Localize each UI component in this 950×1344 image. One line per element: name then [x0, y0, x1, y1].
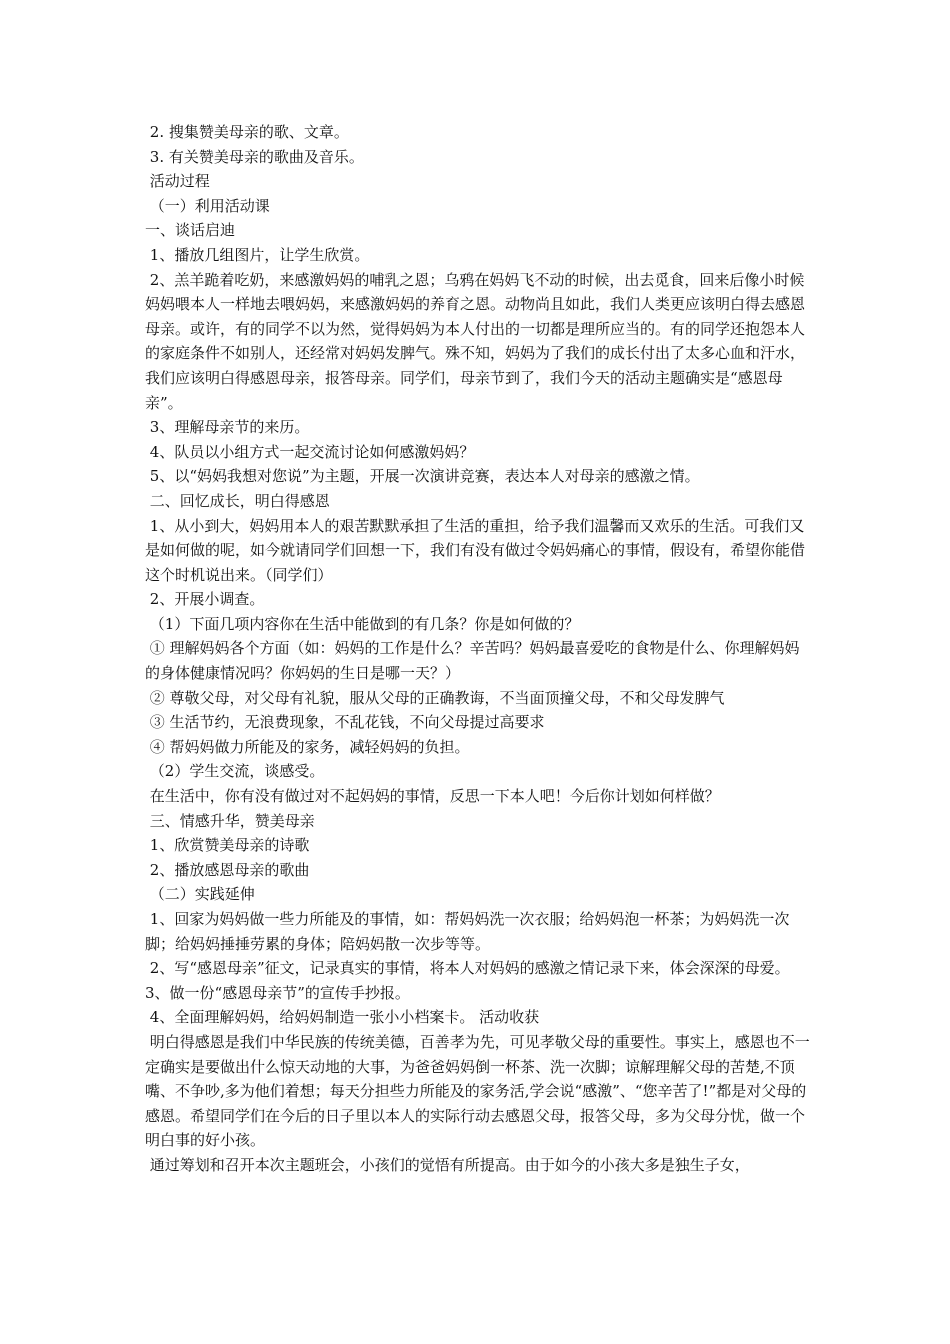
paragraph: 1、欣赏赞美母亲的诗歌	[145, 836, 310, 855]
section-heading: 活动过程	[145, 172, 210, 191]
paragraph: 3、做一份“感恩母亲节”的宣传手抄报。	[145, 983, 410, 1002]
paragraph: 通过筹划和召开本次主题班会，小孩们的觉悟有所提高。由于如今的小孩大多是独生子女，	[145, 1155, 750, 1174]
list-item: ③ 生活节约，无浪费现象，不乱花钱，不向父母提过高要求	[145, 713, 545, 732]
section-heading: （一）利用活动课	[145, 196, 270, 215]
paragraph: 2、羔羊跪着吃奶，来感激妈妈的哺乳之恩；乌鸦在妈妈飞不动的时候，出去觅食，回来后像小时候妈妈喂本人一样地去喂妈妈，来感激妈妈的养育之恩。动物尚且如此，我们人类更应该明白得去感恩母亲。或许，有的同学不以为然，觉得妈妈为本人付出的一切都是理所应当的。有的同学还抱怨本人的家庭条件不如别人，还经常对妈妈发脾气。殊不知，妈妈为了我们的成长付出了太多心血和汗水，我们应该明白得感恩母亲，报答母亲。同学们，母亲节到了，我们今天的活动主题确实是“感恩母亲”。	[145, 270, 806, 412]
paragraph: （1）下面几项内容你在生活中能做到的有几条？你是如何做的？	[145, 614, 580, 633]
section-heading: 二、回忆成长，明白得感恩	[145, 491, 330, 510]
paragraph: 2、播放感恩母亲的歌曲	[145, 860, 310, 879]
paragraph: 1、播放几组图片，让学生欣赏。	[145, 245, 370, 264]
section-heading: （二）实践延伸	[145, 885, 255, 904]
paragraph: 3. 有关赞美母亲的歌曲及音乐。	[145, 147, 364, 166]
paragraph: 2、写“感恩母亲”征文，记录真实的事情，将本人对妈妈的感激之情记录下来，体会深深的母爱。	[145, 959, 790, 978]
paragraph: 3、理解母亲节的来历。	[145, 418, 310, 437]
paragraph: 5、以“妈妈我想对您说”为主题，开展一次演讲竞赛，表达本人对母亲的感激之情。	[145, 467, 700, 486]
paragraph: 4、队员以小组方式一起交流讨论如何感激妈妈？	[145, 442, 475, 461]
section-heading: 三、情感升华，赞美母亲	[145, 811, 315, 830]
paragraph: 1、从小到大，妈妈用本人的艰苦默默承担了生活的重担，给予我们温馨而又欢乐的生活。可我们又是如何做的呢，如今就请同学们回想一下，我们有没有做过令妈妈痛心的事情，假设有，希望你能借这个时机说出来。（同学们）	[145, 516, 806, 584]
paragraph: 2、开展小调查。	[145, 590, 265, 609]
paragraph: 1、回家为妈妈做一些力所能及的事情，如：帮妈妈洗一次衣服；给妈妈泡一杯茶；为妈妈洗一次脚；给妈妈捶捶劳累的身体；陪妈妈散一次步等等。	[145, 910, 790, 953]
paragraph: 明白得感恩是我们中华民族的传统美德，百善孝为先，可见孝敬父母的重要性。事实上，感恩也不一定确实是要做出什么惊天动地的大事，为爸爸妈妈倒一杯茶、洗一次脚；谅解理解父母的苦楚,不顶嘴、不争吵,多为他们着想；每天分担些力所能及的家务活,学会说“感激”、“您辛苦了!”都是对父母的感恩。希望同学们在今后的日子里以本人的实际行动去感恩父母，报答父母，多为父母分忧，做一个明白事的好小孩。	[145, 1032, 810, 1150]
paragraph: 2. 搜集赞美母亲的歌、文章。	[145, 123, 349, 141]
list-item: ② 尊敬父母，对父母有礼貌，服从父母的正确教诲，不当面顶撞父母，不和父母发脾气	[145, 688, 725, 707]
paragraph: 在生活中，你有没有做过对不起妈妈的事情，反思一下本人吧！今后你计划如何样做？	[145, 787, 720, 806]
paragraph: （2）学生交流，谈感受。	[145, 762, 325, 781]
paragraph: 4、全面理解妈妈，给妈妈制造一张小小档案卡。 活动收获	[145, 1008, 540, 1027]
document-page	[0, 120, 950, 1178]
list-item: ① 理解妈妈各个方面（如：妈妈的工作是什么？辛苦吗？妈妈最喜爱吃的食物是什么、你理解妈妈的身体健康情况吗？你妈妈的生日是哪一天？）	[145, 639, 800, 683]
list-item: ④ 帮妈妈做力所能及的家务，减轻妈妈的负担。	[145, 737, 470, 756]
section-heading: 一、谈话启迪	[145, 221, 236, 240]
